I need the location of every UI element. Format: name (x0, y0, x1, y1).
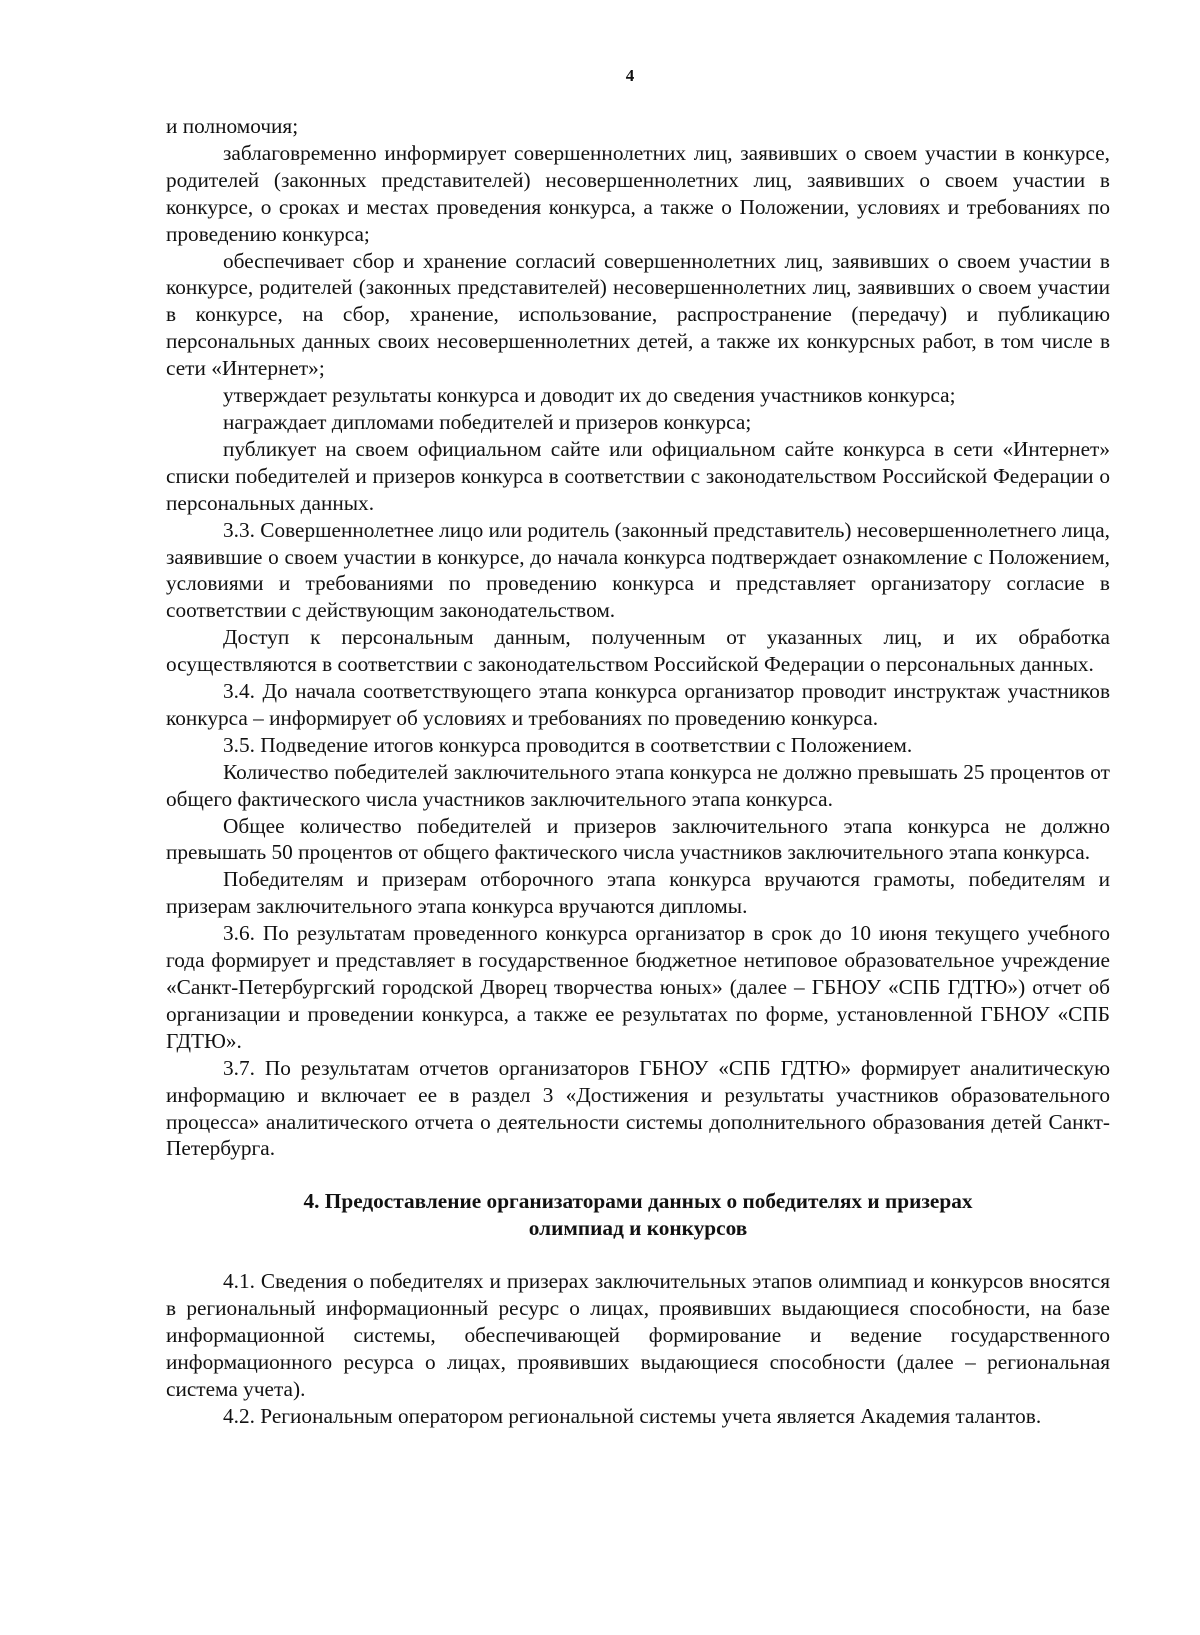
paragraph: и полномочия; (166, 114, 299, 138)
paragraph: Общее количество победителей и призеров заключительного этапа конкурса не должно превышать 50 процентов от общего фактического числа участников заключительного этапа конкурса. (166, 813, 1110, 865)
paragraph: заблаговременно информирует совершеннолетних лиц, заявивших о своем участии в конкурсе, родителей (законных представителей) несовершеннолетних лиц, заявивших о своем участии в конкурсе, о сроках и местах проведения конкурса, а также о Положении, условиях и требованиях по проведению конкурса; (166, 140, 1110, 246)
paragraph: Победителям и призерам отборочного этапа конкурса вручаются грамоты, победителям и призерам заключительного этапа конкурса вручаются дипломы. (166, 867, 1110, 919)
document-body (166, 113, 1110, 1430)
section-4-heading-line-1: 4. Предоставление организаторами данных о победителях и призерах (303, 1189, 973, 1214)
paragraph-3-6: 3.6. По результатам проведенного конкурса организатор в срок до 10 июня текущего учебного года формирует и представляет в государственное бюджетное нетиповое образовательное учреждение «Санкт-Петербургский городской Дворец творчества юных» (далее – ГБНОУ «СПБ ГДТЮ») отчет об организации и проведении конкурса, а также ее результатах по форме, установленной ГБНОУ «СПБ ГДТЮ». (166, 921, 1110, 1053)
paragraph: утверждает результаты конкурса и доводит их до сведения участников конкурса; (223, 383, 956, 408)
paragraph-3-4: 3.4. До начала соответствующего этапа конкурса организатор проводит инструктаж участников конкурса – информирует об условиях и требованиях по проведению конкурса. (166, 679, 1110, 730)
paragraph-3-3: 3.3. Совершеннолетнее лицо или родитель (законный представитель) несовершеннолетнего лица, заявившие о своем участии в конкурсе, до начала конкурса подтверждает ознакомление с Положением, условиями и требованиями по проведению конкурса и представляет организатору согласие в соответствии с действующим законодательством. (166, 517, 1110, 623)
paragraph-4-1: 4.1. Сведения о победителях и призерах заключительных этапов олимпиад и конкурсов вносятся в региональный информационный ресурс о лицах, проявивших выдающиеся способности, на базе информационной системы, обеспечивающей формирование и ведение государственного информационного ресурса о лицах, проявивших выдающиеся способности (далее – региональная система учета). (166, 1269, 1110, 1401)
section-4-heading (166, 1188, 1110, 1242)
paragraph-4-2: 4.2. Региональным оператором региональной системы учета является Академия талантов. (223, 1403, 1042, 1428)
page-number: 4 (625, 66, 635, 85)
paragraph: публикует на своем официальном сайте или официальном сайте конкурса в сети «Интернет» списки победителей и призеров конкурса в соответствии с законодательством Российской Федерации о персональных данных. (166, 436, 1110, 515)
paragraph-3-7: 3.7. По результатам отчетов организаторов ГБНОУ «СПБ ГДТЮ» формирует аналитическую информацию и включает ее в раздел 3 «Достижения и результаты участников образовательного процесса» аналитического отчета о деятельности системы дополнительного образования детей Санкт-Петербурга. (166, 1055, 1110, 1161)
paragraph: Доступ к персональным данным, полученным от указанных лиц, и их обработка осуществляются в соответствии с законодательством Российской Федерации о персональных данных. (166, 625, 1110, 677)
paragraph-3-5: 3.5. Подведение итогов конкурса проводится в соответствии с Положением. (223, 732, 913, 757)
paragraph: награждает дипломами победителей и призеров конкурса; (223, 409, 752, 434)
paragraph: обеспечивает сбор и хранение согласий совершеннолетних лиц, заявивших о своем участии в конкурсе, родителей (законных представителей) несовершеннолетних лиц, заявивших о своем участии в конкурсе, на сбор, хранение, использование, распространение (передачу) и публикацию персональных данных своих несовершеннолетних детей, а также их конкурсных работ, в том числе в сети «Интернет»; (166, 248, 1110, 381)
paragraph: Количество победителей заключительного этапа конкурса не должно превышать 25 процентов от общего фактического числа участников заключительного этапа конкурса. (166, 759, 1110, 811)
section-4-heading-line-2: олимпиад и конкурсов (528, 1216, 748, 1241)
